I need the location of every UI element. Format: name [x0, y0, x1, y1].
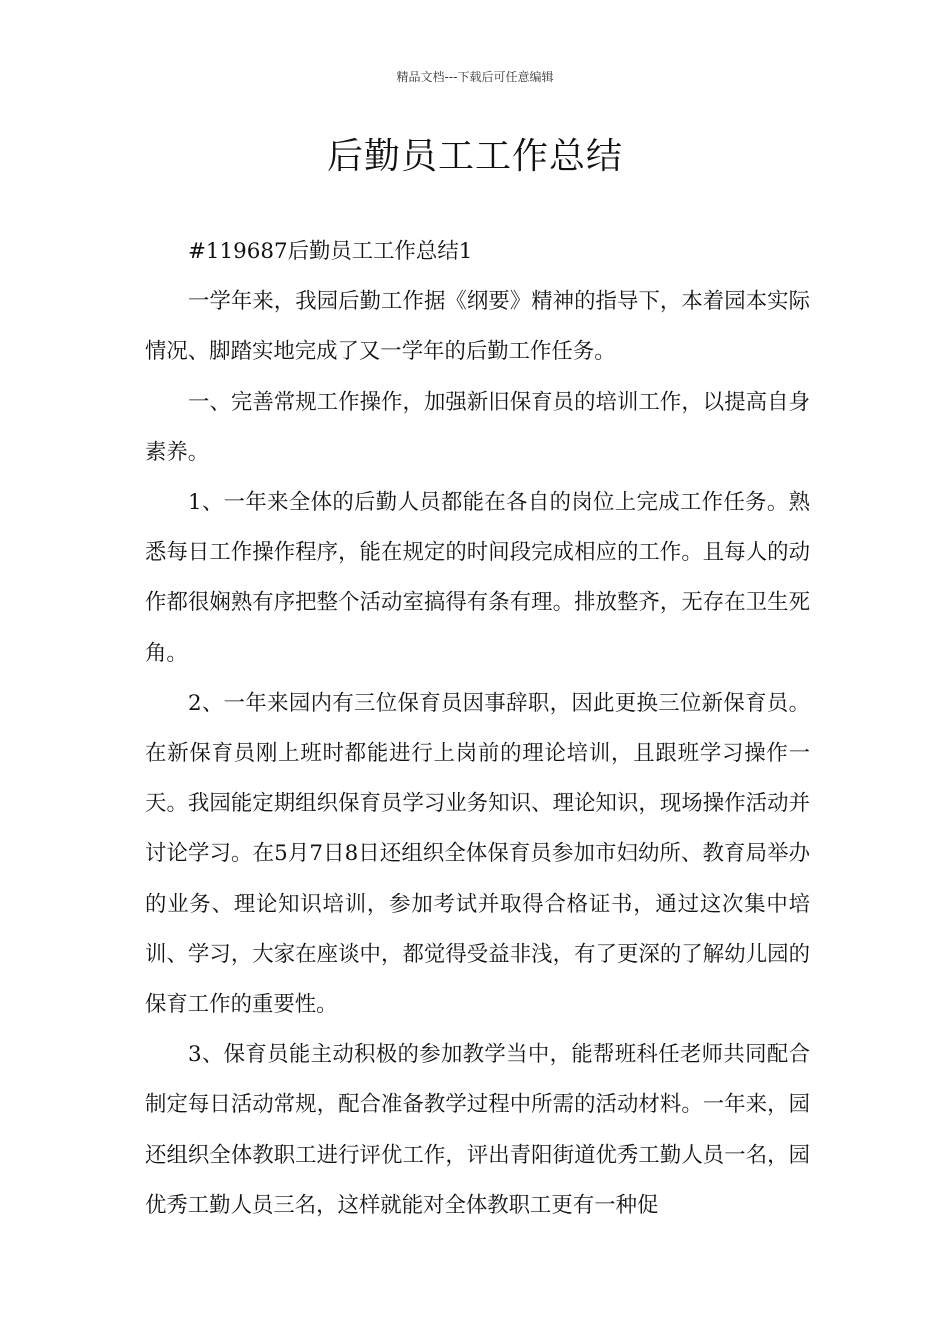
- paragraph-intro: 一学年来，我园后勤工作据《纲要》精神的指导下，本着园本实际情况、脚踏实地完成了又一学年的后勤工作任务。: [145, 289, 810, 365]
- document-title: 后勤员工工作总结: [326, 136, 623, 177]
- paragraph-item-3: 3、保育员能主动积极的参加教学当中，能帮班科任老师共同配合制定每日活动常规，配合准备教学过程中所需的活动材料。一年来，园还组织全体教职工进行评优工作，评出青阳街道优秀工勤人员一名，园优秀工勤人员三名，这样就能对全体教职工更有一种促: [145, 1042, 810, 1218]
- header-note: 精品文档---下载后可任意编辑: [396, 70, 554, 84]
- paragraph-section-one: 一、完善常规工作操作，加强新旧保育员的培训工作，以提高自身素养。: [145, 389, 810, 465]
- document-body: [145, 227, 810, 1231]
- paragraph-heading: #119687后勤员工工作总结1: [188, 239, 473, 264]
- paragraph-item-1: 1、一年来全体的后勤人员都能在各自的岗位上完成工作任务。熟悉每日工作操作程序，能在规定的时间段完成相应的工作。且每人的动作都很娴熟有序把整个活动室搞得有条有理。排放整齐，无存在卫生死角。: [145, 490, 810, 666]
- paragraph-item-2: 2、一年来园内有三位保育员因事辞职，因此更换三位新保育员。在新保育员刚上班时都能进行上岗前的理论培训，且跟班学习操作一天。我园能定期组织保育员学习业务知识、理论知识，现场操作活动并讨论学习。在5月7日8日还组织全体保育员参加市妇幼所、教育局举办的业务、理论知识培训，参加考试并取得合格证书，通过这次集中培训、学习，大家在座谈中，都觉得受益非浅，有了更深的了解幼儿园的保育工作的重要性。: [145, 690, 810, 1018]
